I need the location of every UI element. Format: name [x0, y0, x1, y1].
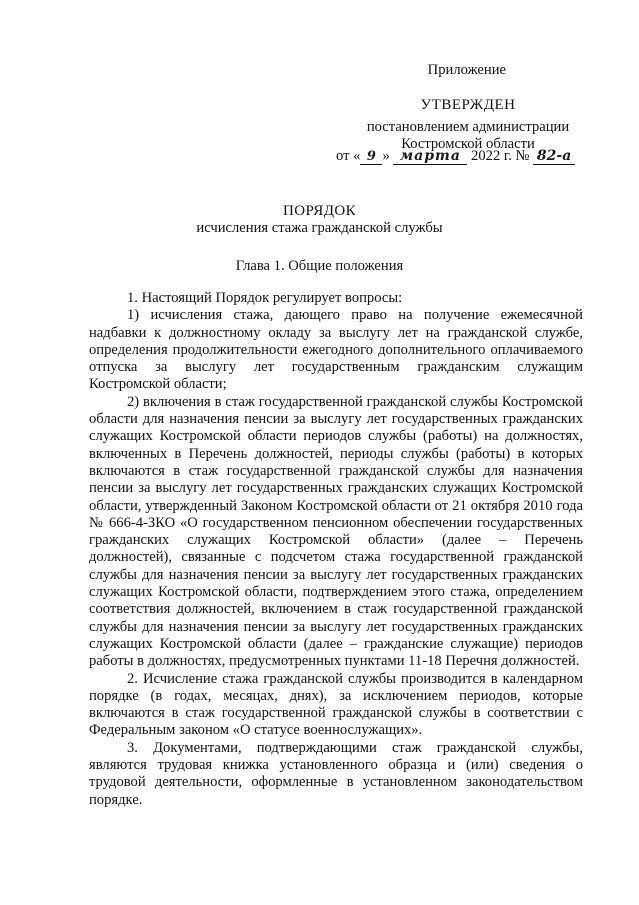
- handwritten-number: 82-а: [533, 149, 575, 165]
- date-mid: »: [382, 148, 390, 164]
- paragraph: 3. Документами, подтверждающими стаж гражданской службы, являются трудовая книжка установленного образца и (или) сведения о трудовой деятельности, оформленные в установленном законодательством порядке.: [89, 739, 583, 808]
- chapter-heading: Глава 1. Общие положения: [235, 258, 404, 274]
- document-body: [89, 290, 583, 809]
- paragraph: 2) включения в стаж государственной гражданской службы Костромской области для назначения пенсии за выслугу лет государственных гражданских служащих Костромской области периодов службы (работы) на должностях, включенных в Перечень должностей, периоды службы (работы) в которых включаются в стаж государственной гражданской службы для назначения пенсии за выслугу лет государственных гражданских служащих Костромской области, утвержденный Законом Костромской области от 21 октября 2010 года № 666-4-ЗКО «О государственном пенсионном обеспечении государственных гражданских служащих Костромской области» (далее – Перечень должностей), связанные с подсчетом стажа государственной гражданской службы для назначения пенсии за выслугу лет государственных гражданских служащих Костромской области, подтверждением этого стажа, определением соответствия должностей, включением в стаж государственной гражданской службы для назначения пенсии за выслугу лет государственных гражданских служащих Костромской области (далее – гражданские служащие) периодов работы в должностях, предусмотренных пунктами 11-18 Перечня должностей.: [89, 393, 583, 670]
- document-title: ПОРЯДОК: [283, 203, 356, 219]
- document-title-block: [0, 203, 639, 238]
- approved-label: УТВЕРЖДЕН: [420, 97, 516, 114]
- issuer-line-2: Костромской области: [401, 135, 535, 152]
- approval-stamp-block: [330, 62, 590, 153]
- paragraph: 1. Настоящий Порядок регулирует вопросы:: [127, 290, 403, 306]
- issuer-line-1: постановлением администрации: [366, 118, 570, 135]
- date-year: 2022 г. №: [471, 148, 530, 164]
- approval-date-line: [336, 148, 596, 165]
- handwritten-month: марта: [393, 149, 467, 165]
- document-subtitle: исчисления стажа гражданской службы: [196, 220, 443, 237]
- paragraph: 1) исчисления стажа, дающего право на получение ежемесячной надбавки к должностному окладу за выслугу лет на гражданской службе, определения продолжительности ежегодного дополнительного оплачиваемого отпуска за выслугу лет государственным гражданским служащим Костромской области;: [89, 307, 583, 393]
- date-prefix: от «: [336, 148, 361, 164]
- appendix-label: Приложение: [427, 62, 506, 78]
- handwritten-day: 9: [360, 149, 382, 165]
- paragraph: 2. Исчисление стажа гражданской службы производится в календарном порядке (в годах, месяцах, днях), за исключением периодов, которые включаются в стаж государственной гражданской службы в соответствии с Федеральным законом «О статусе военнослужащих».: [89, 670, 583, 739]
